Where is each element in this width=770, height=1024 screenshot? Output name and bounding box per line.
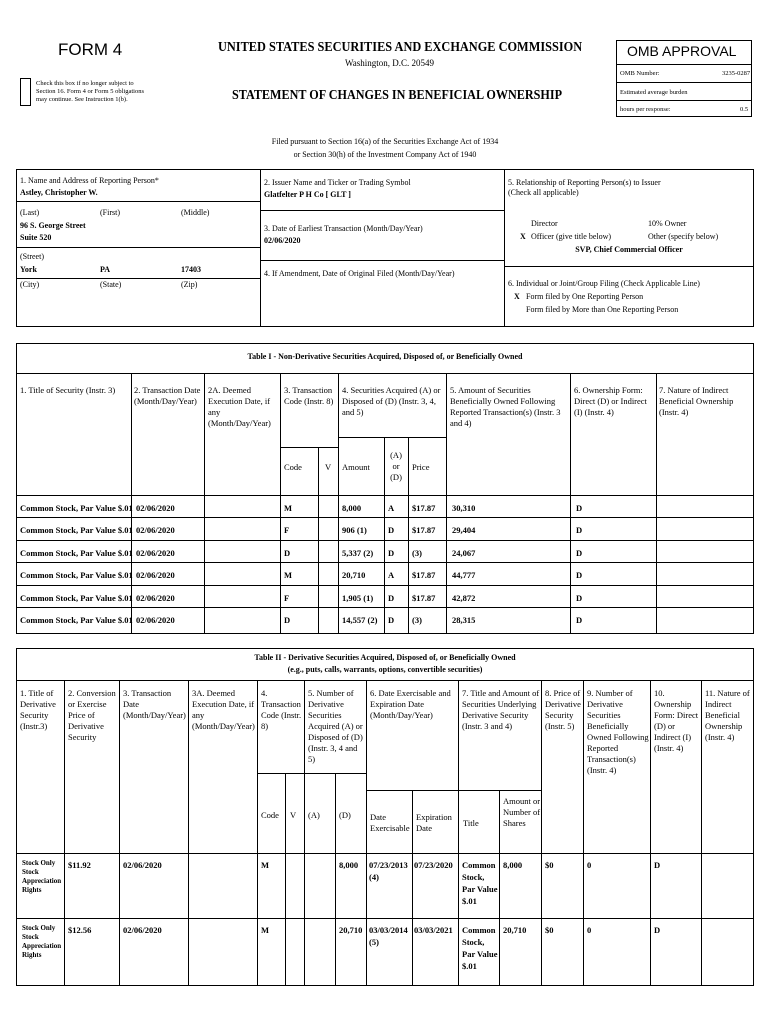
t2-cell-title: Stock Only Stock Appreciation Rights [22,924,62,959]
city-label: (City) [20,280,40,289]
t1-cell-title: Common Stock, Par Value $.01 [20,503,133,513]
ten-percent-owner-option[interactable]: 10% Owner [648,219,687,228]
t2-cell-underlying-title: Common Stock, Par Value $.01 [462,925,498,971]
filed-pursuant-line2: or Section 30(h) of the Investment Company Act of 1940 [293,150,477,159]
t2-cell-title: Stock Only Stock Appreciation Rights [22,859,62,894]
t1-cell-a-or-d: A [388,570,395,581]
t1-cell-owned: 24,067 [452,547,476,558]
t1-cell-date: 02/06/2020 [136,592,175,603]
filing-label: 6. Individual or Joint/Group Filing (Check Applicable Line) [508,279,700,288]
earliest-date: 02/06/2020 [264,236,301,245]
t2-cell-price: $11.92 [68,860,91,870]
t1-cell-code: D [284,547,291,558]
t2-sub-amount: Amount or Number of Shares [503,796,541,828]
t1-sub-v: V [325,462,332,472]
t2-col-title: 1. Title of Derivative Security (Instr.3) [20,688,56,731]
t1-cell-code: D [284,615,291,625]
city-value: York [20,265,37,274]
t1-cell-owned: 30,310 [452,503,476,513]
omb-number-label: OMB Number: [620,70,660,77]
street-line2: Suite 520 [20,233,52,242]
t2-sub-expiration: Expiration Date [416,812,452,833]
t1-cell-amount: 906 (1) [342,525,367,536]
t1-cell-amount: 5,337 (2) [342,547,374,558]
t1-col-form: 6. Ownership Form: Direct (D) or Indirect (I) (Instr. 4) [574,385,647,417]
t1-cell-a-or-d: D [388,592,395,603]
t1-col-deemed: 2A. Deemed Execution Date, if any (Month/Day/Year) [208,385,271,428]
t1-cell-amount: 14,557 (2) [342,615,378,625]
officer-option[interactable]: Officer (give title below) [531,232,612,241]
form-title: FORM 4 [58,40,123,59]
agency-title: UNITED STATES SECURITIES AND EXCHANGE COMMISSION [218,40,583,55]
zip-value: 17403 [181,265,201,274]
t1-col-title: 1. Title of Security (Instr. 3) [20,385,116,395]
t2-cell-exercisable: 03/03/2014 (5) [369,925,408,947]
table-row [16,607,754,608]
no-longer-subject-checkbox[interactable] [20,78,31,106]
table-two-subtitle: (e.g., puts, calls, warrants, options, convertible securities) [287,665,483,674]
street-line1: 96 S. George Street [20,221,86,230]
t1-cell-title: Common Stock, Par Value $.01 [20,615,133,625]
t1-col-date: 2. Transaction Date (Month/Day/Year) [134,385,201,406]
t1-cell-form: D [576,547,583,558]
t1-col-owned: 5. Amount of Securities Beneficially Owned Following Reported Transaction(s) (Instr. 3 and 4) [450,385,561,428]
middle-label: (Middle) [181,208,210,217]
t1-cell-code: M [284,570,293,581]
t2-cell-deriv-price: $0 [545,860,554,870]
checkbox-note: Check this box if no longer subject to Section 16. Form 4 or Form 5 obligations may continue. See Instruction 1(b). [36,80,144,103]
t1-cell-code: M [284,503,293,513]
t1-cell-owned: 28,315 [452,615,476,625]
t1-cell-amount: 8,000 [342,503,362,513]
table-row [16,540,754,541]
t1-cell-owned: 42,872 [452,592,476,603]
t1-cell-date: 02/06/2020 [136,525,175,536]
t1-sub-a-or-d: (A) or (D) [390,450,402,482]
table-two-title: Table II - Derivative Securities Acquired, Disposed of, or Beneficially Owned [254,653,516,662]
t1-cell-price: $17.87 [412,525,436,536]
reporting-person-name: Astley, Christopher W. [20,188,98,197]
t1-cell-price: (3) [412,615,422,625]
state-label: (State) [100,280,122,289]
omb-number-value: 3235-0287 [722,70,751,77]
t2-cell-form: D [654,860,661,870]
t2-cell-underlying-amount: 20,710 [503,925,527,935]
t1-cell-code: F [284,592,290,603]
officer-title: SVP, Chief Commercial Officer [575,245,683,254]
t1-cell-price: (3) [412,547,422,558]
t2-sub-a: (A) [308,810,320,820]
t2-col-deriv-price: 8. Price of Derivative Security (Instr. 5) [545,688,581,731]
t2-cell-d: 20,710 [339,925,363,935]
t1-col-code: 3. Transaction Code (Instr. 8) [284,385,334,406]
t1-cell-form: D [576,503,583,513]
t2-col-underlying: 7. Title and Amount of Securities Underlying Derivative Security (Instr. 3 and 4) [462,688,540,731]
one-person-option[interactable]: Form filed by One Reporting Person [526,292,644,301]
t2-cell-expiration: 03/03/2021 [414,925,453,935]
t2-sub-v: V [290,810,297,820]
t2-cell-underlying-amount: 8,000 [503,860,523,870]
t2-cell-exercisable: 07/23/2013 (4) [369,860,408,882]
t1-cell-date: 02/06/2020 [136,615,175,625]
t1-cell-form: D [576,570,583,581]
amendment-label: 4. If Amendment, Date of Original Filed (Month/Day/Year) [264,269,455,278]
statement-title: STATEMENT OF CHANGES IN BENEFICIAL OWNERSHIP [232,87,563,102]
t2-col-number: 5. Number of Derivative Securities Acquired (A) or Disposed of (D) (Instr. 3, 4 and 5) [308,688,363,764]
t1-cell-form: D [576,615,583,625]
t1-cell-a-or-d: A [388,503,395,513]
t2-col-code: 4. Transaction Code (Instr. 8) [261,688,302,731]
t2-cell-date: 02/06/2020 [123,860,162,870]
t1-cell-date: 02/06/2020 [136,503,175,513]
t1-sub-price: Price [412,462,430,472]
t2-cell-code: M [261,860,270,870]
t2-sub-d: (D) [339,810,351,820]
table-one-title: Table I - Non-Derivative Securities Acquired, Disposed of, or Beneficially Owned [247,352,523,361]
t1-sub-amount: Amount [342,462,370,472]
t1-cell-a-or-d: D [388,525,395,536]
issuer-name: Glatfelter P H Co [ GLT ] [264,190,351,199]
last-label: (Last) [20,208,40,217]
t1-cell-title: Common Stock, Par Value $.01 [20,570,133,581]
t2-cell-code: M [261,925,270,935]
first-label: (First) [100,208,120,217]
t2-col-deemed: 3A. Deemed Execution Date, if any (Month/Day/Year) [192,688,255,731]
t1-cell-form: D [576,592,583,603]
officer-check-mark[interactable]: X [520,232,526,241]
other-option[interactable]: Other (specify below) [648,232,719,241]
t2-sub-title: Title [463,818,479,828]
t1-cell-price: $17.87 [412,503,436,513]
t2-cell-owned: 0 [587,860,592,870]
t2-col-nature: 11. Nature of Indirect Beneficial Ownership (Instr. 4) [705,688,750,742]
omb-hours-label: hours per response: [620,106,671,113]
omb-burden-label: Estimated average burden [620,89,688,96]
t1-cell-form: D [576,525,583,536]
t1-cell-owned: 44,777 [452,570,476,581]
relationship-sub: (Check all applicable) [508,188,579,197]
more-persons-option[interactable]: Form filed by More than One Reporting Person [526,305,679,314]
relationship-label: 5. Relationship of Reporting Person(s) to Issuer [508,178,661,187]
t1-cell-title: Common Stock, Par Value $.01 [20,547,133,558]
t2-col-date: 3. Transaction Date (Month/Day/Year) [123,688,186,720]
t1-col-nature: 7. Nature of Indirect Beneficial Ownership (Instr. 4) [659,385,734,417]
t2-sub-exercisable: Date Exercisable [370,812,410,833]
earliest-date-label: 3. Date of Earliest Transaction (Month/Day/Year) [264,224,423,233]
director-option[interactable]: Director [531,219,558,228]
zip-label: (Zip) [181,280,198,289]
state-value: PA [100,265,111,274]
t2-cell-price: $12.56 [68,925,92,935]
t1-cell-amount: 20,710 [342,570,366,581]
t2-cell-d: 8,000 [339,860,359,870]
issuer-label: 2. Issuer Name and Ticker or Trading Symbol [264,178,411,187]
reporting-person-label: 1. Name and Address of Reporting Person* [20,176,159,185]
t1-cell-date: 02/06/2020 [136,570,175,581]
t2-col-exercisable: 6. Date Exercisable and Expiration Date (Month/Day/Year) [370,688,451,720]
t1-cell-title: Common Stock, Par Value $.01 [20,592,133,603]
t1-cell-a-or-d: D [388,615,395,625]
omb-title: OMB APPROVAL [627,43,737,59]
t1-sub-code: Code [284,462,302,472]
table-row [16,495,754,496]
table-row [16,585,754,586]
t2-cell-deriv-price: $0 [545,925,554,935]
t2-cell-date: 02/06/2020 [123,925,162,935]
t2-sub-code: Code [261,810,279,820]
t1-cell-title: Common Stock, Par Value $.01 [20,525,133,536]
street-label: (Street) [20,252,44,261]
t1-cell-price: $17.87 [412,570,436,581]
filed-pursuant-line1: Filed pursuant to Section 16(a) of the Securities Exchange Act of 1934 [271,137,499,146]
t1-cell-owned: 29,404 [452,525,476,536]
t1-cell-amount: 1,905 (1) [342,592,374,603]
one-person-check-mark[interactable]: X [514,292,520,301]
t1-cell-a-or-d: D [388,547,395,558]
t2-cell-expiration: 07/23/2020 [414,860,453,870]
t2-cell-form: D [654,925,661,935]
t2-col-form: 10. Ownership Form: Direct (D) or Indirect (I) (Instr. 4) [654,688,699,753]
t2-col-owned: 9. Number of Derivative Securities Beneficially Owned Following Reported Transaction(s) (Instr. 4) [587,688,649,775]
t2-col-price: 2. Conversion or Exercise Price of Derivative Security [68,688,116,742]
t1-cell-date: 02/06/2020 [136,547,175,558]
omb-hours-value: 0.5 [740,106,749,113]
t1-cell-price: $17.87 [412,592,436,603]
t2-cell-underlying-title: Common Stock, Par Value $.01 [462,860,498,906]
table-row [16,562,754,563]
table-row [16,517,754,518]
t1-col-acquired: 4. Securities Acquired (A) or Disposed of (D) (Instr. 3, 4, and 5) [342,385,441,417]
t2-cell-owned: 0 [587,925,592,935]
t1-cell-code: F [284,525,290,536]
agency-location: Washington, D.C. 20549 [345,58,435,68]
